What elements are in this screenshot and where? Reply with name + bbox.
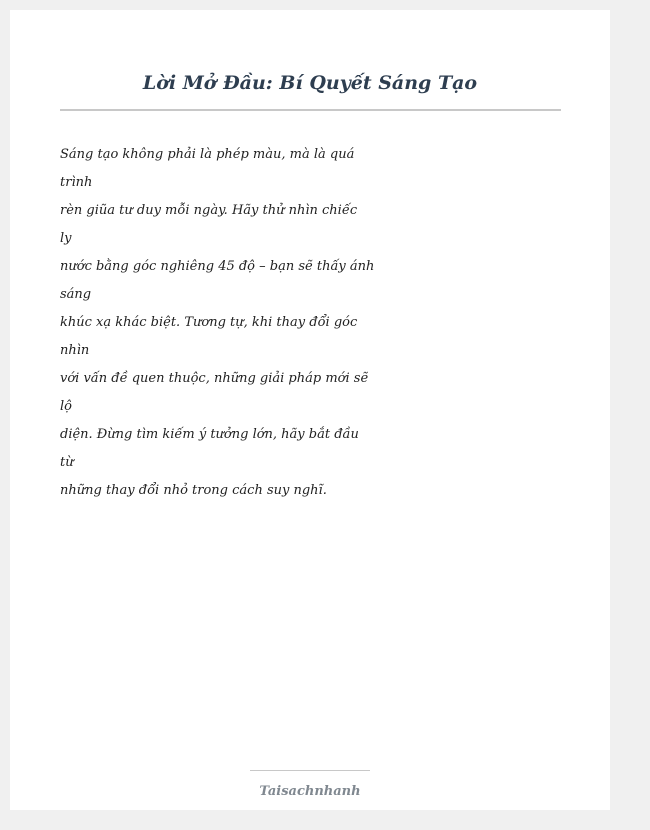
body-line: khúc xạ khác biệt. Tương tự, khi thay đổi góc	[60, 315, 358, 330]
body-line: ly	[60, 231, 72, 246]
body-line: trình	[60, 175, 93, 190]
body-text	[60, 141, 375, 505]
footer-divider	[250, 770, 370, 771]
body-line: diện. Đừng tìm kiếm ý tưởng lớn, hãy bắt đầu	[60, 427, 359, 442]
body-line: sáng	[60, 287, 92, 302]
body-line: nhìn	[60, 343, 90, 358]
body-line: lộ	[60, 399, 72, 414]
body-line: rèn giũa tư duy mỗi ngày. Hãy thử nhìn chiếc	[60, 203, 358, 218]
title-divider	[60, 109, 561, 111]
page-title: Lời Mở Đầu: Bí Quyết Sáng Tạo	[142, 72, 478, 94]
body-line: Sáng tạo không phải là phép màu, mà là quá	[60, 147, 355, 162]
document-page	[10, 10, 610, 810]
body-line: từ	[60, 455, 74, 470]
body-line: với vấn đề quen thuộc, những giải pháp mới sẽ	[60, 371, 369, 386]
body-line: những thay đổi nhỏ trong cách suy nghĩ.	[60, 483, 327, 498]
body-line: nước bằng góc nghiêng 45 độ – bạn sẽ thấy ánh	[60, 259, 375, 274]
footer-source: Taisachnhanh	[259, 784, 361, 799]
